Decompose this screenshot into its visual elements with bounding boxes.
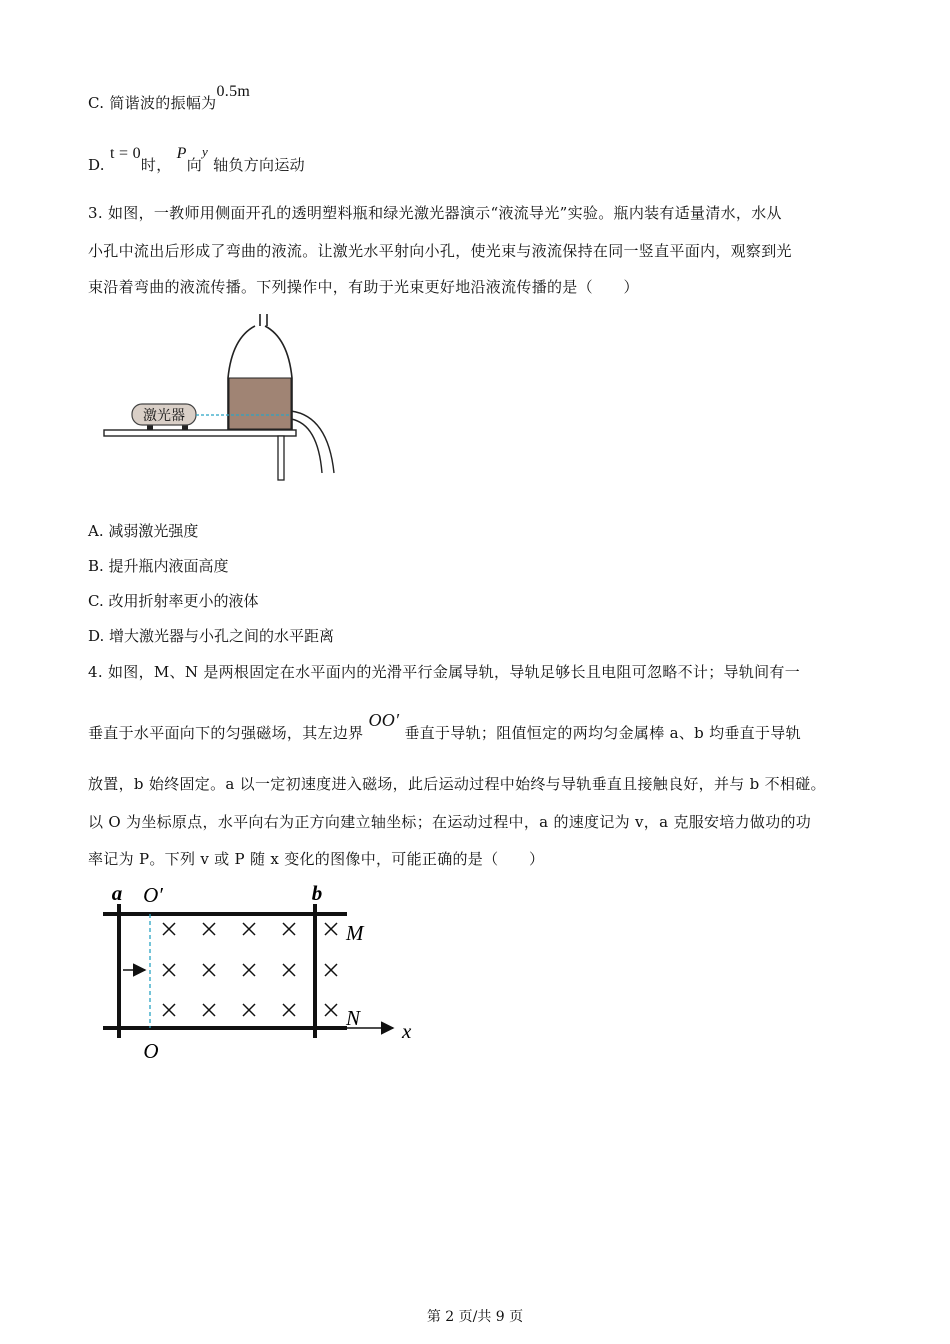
q4-line-2-b: 垂直于导轨；阻值恒定的两均匀金属棒 a、b 均垂直于导轨 [404, 724, 801, 742]
label-o-prime: O′ [143, 883, 163, 907]
label-x: x [402, 1019, 412, 1043]
label-m: M [346, 921, 364, 945]
label-a: a [111, 881, 123, 905]
magnetic-field-crosses [163, 923, 337, 1016]
option-d-dir: 向 [186, 156, 202, 174]
q3-option-c: C. 改用折射率更小的液体 [88, 592, 259, 610]
q4-line-2-a: 垂直于水平面向下的匀强磁场，其左边界 [88, 724, 364, 742]
laser-bottle-figure [100, 308, 360, 483]
q3-option-d: D. 增大激光器与小孔之间的水平距离 [88, 627, 335, 645]
page-footer: 第 2 页/共 9 页 [426, 1309, 524, 1325]
y-math: y [202, 144, 209, 159]
q4-line-5: 率记为 P。下列 v 或 P 随 x 变化的图像中，可能正确的是（ ） [88, 850, 545, 868]
q4-line-3: 放置，b 始终固定。a 以一定初速度进入磁场，此后运动过程中始终与导轨垂直且接触良好，并与 b 不相碰。 [88, 775, 826, 793]
q3-line-1: 3. 如图，一教师用侧面开孔的透明塑料瓶和绿光激光器演示“液流导光”实验。瓶内装有适量清水，水从 [88, 204, 782, 222]
oo-prime-math: OO′ [368, 710, 400, 730]
option-d-mid: 时， [140, 156, 172, 174]
option-d-direction [88, 144, 305, 175]
t-zero-math: t = 0 [109, 145, 141, 162]
q3-line-2: 小孔中流出后形成了弯曲的液流。让激光水平射向小孔，使光束与液流保持在同一竖直平面内，观察到光 [88, 242, 792, 260]
q4-line-1: 4. 如图，M、N 是两根固定在水平面内的光滑平行金属导轨，导轨足够长且电阻可忽略不计；导轨间有一 [88, 663, 801, 681]
q4-line-4: 以 O 为坐标原点，水平向右为正方向建立轴坐标；在运动过程中，a 的速度记为 v，a 克服安培力做功的功 [88, 813, 812, 831]
label-o: O [143, 1039, 159, 1063]
q3-option-b: B. 提升瓶内液面高度 [88, 557, 229, 575]
option-c-amplitude [88, 83, 251, 113]
q3-line-3: 束沿着弯曲的液流传播。下列操作中，有助于光束更好地沿液流传播的是（ ） [88, 278, 639, 296]
label-n: N [346, 1006, 361, 1030]
rails-magnetic-field-figure [95, 878, 425, 1063]
option-d-prefix: D. [88, 156, 105, 174]
option-d-suffix: 轴负方向运动 [213, 156, 305, 174]
amplitude-value: 0.5m [216, 83, 251, 100]
q4-line-2 [88, 710, 801, 743]
label-b: b [311, 881, 323, 905]
laser-label: 激光器 [143, 409, 185, 424]
p-math: P [176, 145, 187, 162]
option-c-text: C. 简谐波的振幅为 [88, 94, 217, 112]
q3-option-a: A. 减弱激光强度 [88, 522, 199, 540]
